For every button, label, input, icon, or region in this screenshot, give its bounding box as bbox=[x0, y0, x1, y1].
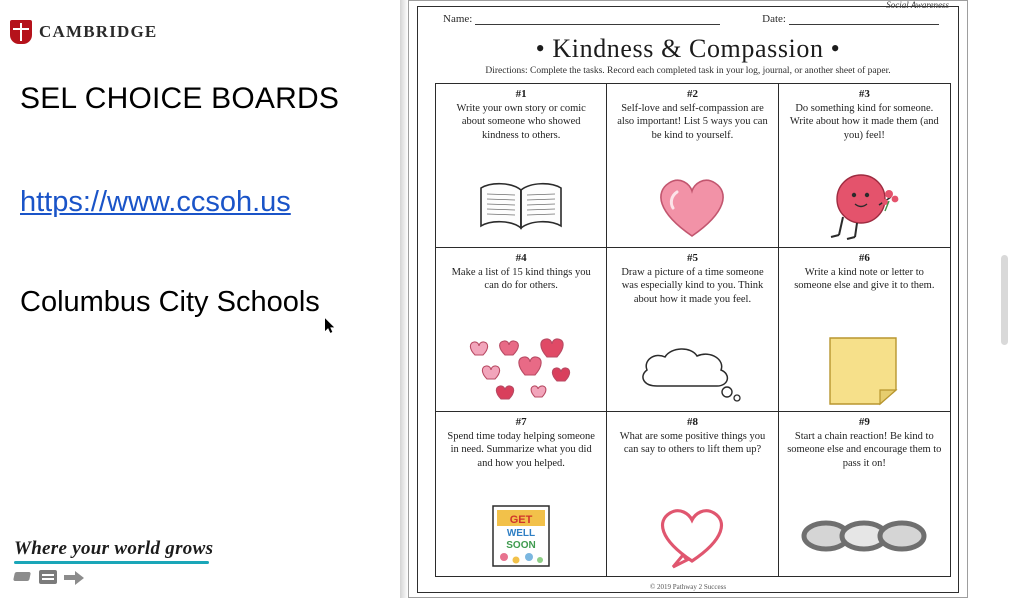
chain-links-icon bbox=[779, 500, 950, 572]
scattered-hearts-icon bbox=[436, 335, 606, 407]
worksheet-category-label: Social Awareness bbox=[886, 0, 949, 10]
cell-number: #2 bbox=[686, 88, 698, 100]
svg-text:SOON: SOON bbox=[506, 540, 536, 551]
name-input-rule[interactable] bbox=[475, 14, 720, 25]
website-link[interactable]: https://www.ccsoh.us bbox=[20, 186, 291, 218]
date-field[interactable] bbox=[762, 13, 939, 25]
pen-icon bbox=[14, 570, 32, 584]
heart-speech-bubble-icon bbox=[607, 500, 777, 572]
tagline-underline bbox=[14, 561, 209, 564]
cell-text: Self-love and self-compassion are also important! List 5 ways you can be kind to yourself. bbox=[617, 103, 768, 141]
name-field[interactable] bbox=[443, 13, 720, 25]
sticky-note-icon bbox=[779, 335, 950, 407]
cell-text: Make a list of 15 kind things you can do for others. bbox=[451, 267, 591, 292]
svg-text:GET: GET bbox=[509, 514, 533, 526]
document-scrollbar-thumb[interactable] bbox=[1001, 255, 1008, 345]
cell-number: #9 bbox=[858, 416, 870, 428]
cell-number: #1 bbox=[515, 88, 527, 100]
choice-cell[interactable] bbox=[436, 412, 607, 576]
cell-number: #7 bbox=[515, 416, 527, 428]
cell-number: #4 bbox=[515, 252, 527, 264]
cell-number: #6 bbox=[858, 252, 870, 264]
pink-heart-icon bbox=[607, 171, 777, 243]
open-book-icon bbox=[436, 171, 606, 243]
cell-text: Write your own story or comic about someone who showed kindness to others. bbox=[456, 103, 586, 141]
tagline-text: Where your world grows bbox=[14, 538, 214, 559]
get-well-soon-card-icon bbox=[436, 500, 606, 572]
cell-text: Draw a picture of a time someone was especially kind to you. Think about how it made you feel. bbox=[621, 267, 764, 305]
choice-cell[interactable] bbox=[607, 84, 778, 248]
choice-cell[interactable] bbox=[779, 248, 950, 412]
svg-text:WELL: WELL bbox=[506, 528, 536, 539]
cambridge-crest-icon bbox=[10, 20, 32, 44]
cell-number: #5 bbox=[686, 252, 698, 264]
cell-text: Spend time today helping someone in need. Summarize what you did and how you helped. bbox=[447, 431, 595, 469]
name-date-row bbox=[443, 13, 939, 25]
choice-board-grid bbox=[435, 83, 951, 577]
cell-text: What are some positive things you can say to others to lift them up? bbox=[619, 431, 766, 456]
mouse-cursor bbox=[325, 318, 336, 335]
cell-text: Do something kind for someone. Write about how it made them (and you) feel! bbox=[789, 103, 939, 141]
notes-icon bbox=[39, 570, 57, 584]
choice-cell[interactable] bbox=[436, 248, 607, 412]
worksheet-title: • Kindness & Compassion • bbox=[535, 34, 841, 63]
logo-wordmark: CAMBRIDGE bbox=[39, 22, 158, 41]
date-label: Date: bbox=[762, 13, 786, 25]
presentation-slide bbox=[0, 0, 400, 598]
document-edge-shadow bbox=[400, 0, 408, 598]
cell-text: Start a chain reaction! Be kind to someone else and encourage them to pass it on! bbox=[787, 431, 942, 469]
cell-number: #3 bbox=[858, 88, 870, 100]
name-label: Name: bbox=[443, 13, 473, 25]
thought-cloud-icon bbox=[607, 335, 777, 407]
worksheet-directions: Directions: Complete the tasks. Record each completed task in your log, journal, or another sheet of paper. bbox=[485, 66, 891, 76]
cambridge-logo bbox=[10, 20, 157, 44]
worksheet-footer: © 2019 Pathway 2 Success bbox=[649, 583, 727, 591]
cell-text: Write a kind note or letter to someone else and give it to them. bbox=[794, 267, 935, 292]
worksheet-page bbox=[408, 0, 968, 598]
choice-cell[interactable] bbox=[436, 84, 607, 248]
tagline-icon-row bbox=[14, 570, 224, 584]
character-with-flowers-icon bbox=[779, 171, 950, 243]
shared-document-region bbox=[400, 0, 1012, 598]
choice-cell[interactable] bbox=[607, 412, 778, 576]
page-title: SEL CHOICE BOARDS bbox=[20, 82, 340, 115]
choice-cell[interactable] bbox=[779, 84, 950, 248]
choice-cell[interactable] bbox=[779, 412, 950, 576]
tagline-block bbox=[14, 538, 224, 584]
choice-cell[interactable] bbox=[607, 248, 778, 412]
arrow-right-icon bbox=[64, 570, 84, 584]
date-input-rule[interactable] bbox=[789, 14, 939, 25]
cell-number: #8 bbox=[686, 416, 698, 428]
district-name: Columbus City Schools bbox=[20, 286, 320, 318]
